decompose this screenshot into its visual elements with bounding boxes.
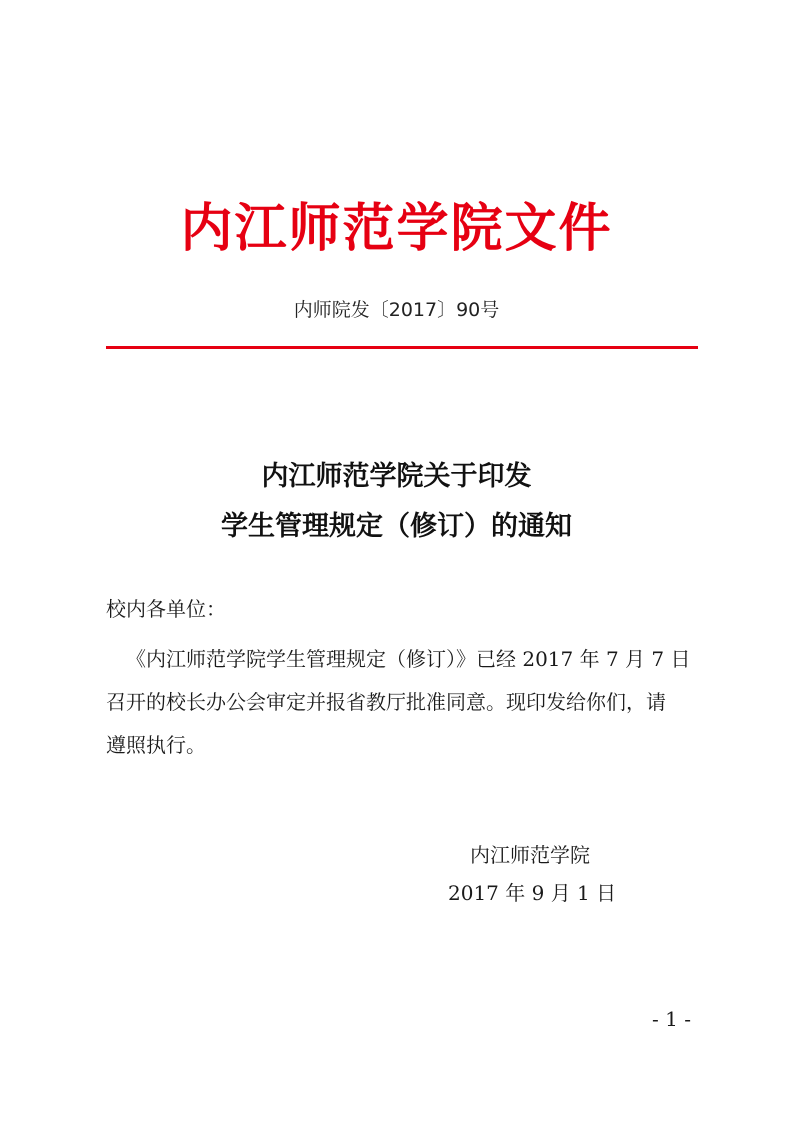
page-number: - 1 -: [652, 1007, 691, 1031]
red-divider-line: [106, 346, 698, 349]
addressee: 校内各单位：: [106, 597, 226, 621]
notice-title-line-1: 内江师范学院关于印发: [261, 461, 532, 492]
body-line-1: 《内江师范学院学生管理规定（修订）》已经 2017 年 7 月 7 日: [126, 647, 691, 671]
body-line-3: 遵照执行。: [106, 733, 206, 757]
document-header-title: 内江师范学院文件: [180, 198, 613, 259]
document-number: 内师院发〔2017〕90号: [293, 299, 500, 321]
body-line-2: 召开的校长办公会审定并报省教厅批准同意。现印发给你们，请: [106, 690, 666, 714]
body-paragraph: [106, 638, 698, 767]
notice-title: [0, 452, 793, 552]
notice-title-line-2: 学生管理规定（修订）的通知: [221, 511, 572, 542]
issuer-signature: 内江师范学院: [470, 843, 590, 867]
issue-date: 2017 年 9 月 1 日: [448, 881, 617, 905]
